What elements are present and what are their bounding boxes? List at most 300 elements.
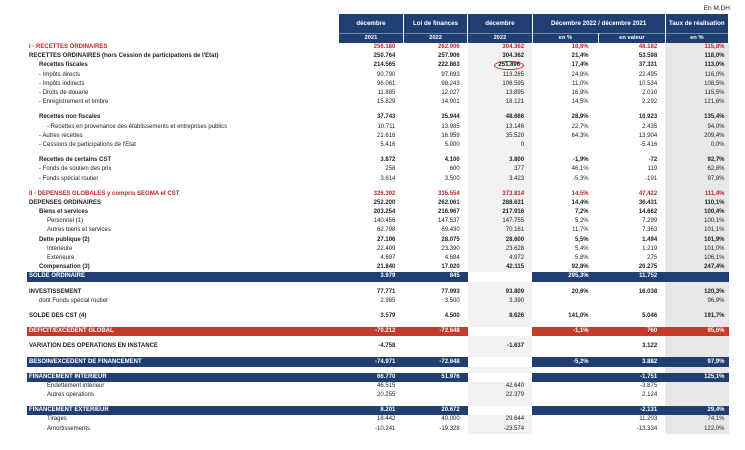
table-row	[27, 226, 729, 235]
cell-col5: 48.182	[638, 44, 658, 51]
cell-col6: 121,6%	[665, 98, 728, 107]
cell-col6: 29,4%	[665, 406, 728, 415]
cell-col6: 111,4%	[665, 190, 728, 199]
cell-col1: 62.798	[377, 227, 396, 234]
cell-col6: 191,7%	[665, 312, 728, 321]
cell-col1: 96.061	[377, 80, 396, 87]
cell-col3: 29.644	[468, 415, 532, 424]
cell-col1: 258	[385, 166, 396, 173]
cell-col2: 23.390	[441, 245, 460, 252]
cell-col6: 74,1%	[665, 415, 728, 424]
cell-col2: 4.100	[444, 157, 460, 164]
row-label: dont Fonds spécial routier	[39, 297, 109, 304]
cell-col4: 24,8%	[571, 71, 589, 78]
cell-col1: -70.212	[339, 327, 403, 336]
cell-col3	[468, 61, 532, 70]
table-row	[27, 61, 729, 70]
cell-col5: -1.751	[599, 373, 666, 382]
budget-execution-table	[27, 14, 729, 434]
cell-col5: 5.046	[642, 312, 658, 319]
cell-col5: 1.219	[642, 245, 658, 252]
row-label: - Fonds spécial routier	[39, 175, 99, 182]
cell-col3: -1.637	[468, 342, 532, 351]
cell-col6: 116,0%	[665, 71, 728, 80]
row-label: FINANCEMENT EXTERIEUR	[27, 406, 339, 415]
cell-col3: -23.574	[468, 425, 532, 434]
header-blank	[27, 14, 339, 33]
table-row	[27, 236, 729, 245]
cell-col3: 70.161	[468, 226, 532, 235]
cell-col4	[532, 297, 599, 306]
cell-col2: 40.000	[441, 416, 460, 423]
cell-col1: 214.565	[373, 62, 396, 69]
table-row	[27, 382, 729, 391]
cell-col5: -5.416	[640, 141, 658, 148]
cell-col3: 48.666	[468, 113, 532, 122]
header-row-2	[27, 33, 729, 43]
cell-col1: 203.254	[373, 209, 396, 216]
row-label: Dette publique (2)	[39, 236, 90, 243]
cell-col4: -5,2%	[532, 357, 599, 366]
table-row	[27, 272, 729, 281]
cell-col3: 6.070	[509, 407, 525, 414]
header-col1: décembre	[339, 14, 403, 33]
cell-col4	[532, 373, 599, 382]
cell-col1: 250.764	[373, 53, 396, 60]
cell-col4	[532, 141, 599, 150]
cell-col6: 101,1%	[665, 226, 728, 235]
cell-col2: 77.993	[441, 288, 460, 295]
cell-col5	[599, 297, 666, 306]
row-label: Autres biens et services	[47, 227, 111, 234]
cell-col4: -1,1%	[532, 327, 599, 336]
cell-col5: 13.904	[638, 132, 658, 139]
cell-col4	[532, 382, 599, 391]
cell-col6: 113,0%	[665, 61, 728, 70]
cell-col3: 304.362	[468, 52, 532, 61]
cell-col5: 11.752	[599, 272, 666, 281]
cell-col6: 135,4%	[665, 113, 728, 122]
cell-col4: 92,8%	[571, 264, 589, 271]
header-tpct: en %	[665, 33, 728, 43]
cell-col4	[532, 342, 599, 351]
table-row	[27, 43, 729, 52]
cell-col2: -19.328	[439, 425, 460, 432]
cell-col6: 0,0%	[665, 141, 728, 150]
header-val: en valeur	[599, 33, 666, 43]
cell-col4: 11,7%	[572, 227, 589, 234]
cell-col5: 36.431	[638, 199, 658, 206]
cell-col2: 147.537	[438, 218, 460, 225]
cell-col6: 92,7%	[665, 156, 728, 165]
cell-col5: 10.923	[638, 114, 658, 121]
table-row	[27, 342, 729, 351]
cell-col4: 21,4%	[571, 53, 589, 60]
cell-col3: 0	[468, 141, 532, 150]
header-year2: 2022	[403, 33, 467, 43]
cell-col1: 140.456	[373, 218, 396, 225]
cell-col1: -4.758	[378, 343, 396, 350]
table-row	[27, 199, 729, 208]
cell-col3: 42.115	[468, 263, 532, 272]
cell-col1: 21.840	[377, 264, 396, 271]
cell-col4: 64,3%	[571, 132, 589, 139]
cell-col3: 22.379	[468, 391, 532, 400]
cell-col5: 22.495	[638, 71, 658, 78]
cell-col1: 77.771	[377, 288, 396, 295]
cell-col6: 118,0%	[665, 52, 728, 61]
row-label: - Fonds de soutien des prix	[39, 166, 112, 173]
cell-col2: 69.430	[441, 227, 460, 234]
cell-col2: 3.500	[444, 297, 460, 304]
cell-col1: 3.872	[380, 157, 396, 164]
header-year3: 2022	[468, 33, 532, 43]
table-row	[27, 165, 729, 174]
header-col3: décembre	[468, 14, 532, 33]
cell-col4: 14,4%	[571, 199, 589, 206]
cell-col5: -191	[645, 175, 658, 182]
cell-col1: 2.985	[380, 297, 396, 304]
row-label: Endettement intérieur	[47, 382, 105, 389]
cell-col6	[665, 391, 728, 400]
cell-col2: 28.075	[441, 236, 460, 243]
cell-col5: 3.122	[642, 343, 658, 350]
row-label: DEPENSES ORDINAIRES	[29, 199, 102, 206]
cell-col6: 122,0%	[665, 425, 728, 434]
cell-col6: 120,3%	[665, 288, 728, 297]
cell-col2: 20.672	[403, 406, 467, 415]
cell-col1: 21.616	[377, 132, 396, 139]
cell-col6: 96,9%	[665, 297, 728, 306]
cell-col6: 94,0%	[665, 123, 728, 132]
cell-col4: 5,2%	[574, 218, 589, 225]
table-row	[27, 174, 729, 183]
header-row-1	[27, 14, 729, 33]
cell-col3: 18.121	[468, 98, 532, 107]
cell-col5: -3.875	[640, 382, 658, 389]
cell-col6	[665, 272, 728, 281]
cell-col1: 10.711	[377, 123, 396, 130]
cell-col2: 51.976	[403, 373, 467, 382]
cell-col1: 8.201	[339, 406, 403, 415]
cell-col1: 37.743	[377, 114, 396, 121]
cell-col4	[532, 415, 599, 424]
table-row	[27, 406, 729, 415]
cell-col1: 5.416	[380, 141, 396, 148]
table-row	[27, 263, 729, 272]
table-row	[27, 123, 729, 132]
table-row	[27, 327, 729, 336]
cell-col6	[665, 382, 728, 391]
cell-col4: 18,8%	[571, 44, 589, 51]
cell-col3: 93.809	[468, 288, 532, 297]
cell-col5: 119	[647, 166, 658, 173]
table-row	[27, 297, 729, 306]
cell-col6: 209,4%	[665, 132, 728, 141]
cell-col4: 20,6%	[571, 288, 589, 295]
cell-col4: 17,4%	[571, 62, 589, 69]
row-label: Tirages	[47, 416, 67, 423]
cell-col5: 275	[647, 255, 658, 262]
cell-col5: 53.598	[638, 53, 658, 60]
cell-col3: 42.640	[468, 382, 532, 391]
cell-col6: 100,4%	[665, 208, 728, 217]
table-row	[27, 113, 729, 122]
cell-col6: 101,9%	[665, 236, 728, 245]
cell-col5: 16.038	[638, 288, 658, 295]
cell-col1: 11.885	[377, 90, 396, 97]
unit-label: En M.DH	[703, 5, 730, 12]
cell-col2: 35.944	[441, 114, 460, 121]
cell-col1: 3.614	[380, 175, 396, 182]
cell-col3: 3.423	[468, 174, 532, 183]
cell-col3: 147.755	[468, 217, 532, 226]
cell-col2: 97.693	[441, 71, 460, 78]
row-label: - Cessions de participations de l'Etat	[39, 141, 136, 148]
cell-col2: -72.648	[403, 327, 467, 336]
cell-col4: -1,9%	[572, 157, 589, 164]
row-label: - Impôts directs	[39, 71, 81, 78]
cell-col2: 262.061	[438, 199, 460, 206]
cell-col1: 252.200	[373, 199, 396, 206]
cell-col6: 115,5%	[665, 89, 728, 98]
cell-col4	[532, 406, 599, 415]
cell-col4: 28,9%	[571, 114, 589, 121]
row-label: Recettes fiscales	[39, 62, 88, 69]
cell-col4: -5,3%	[572, 175, 589, 182]
cell-col1: -74.971	[339, 357, 403, 366]
cell-col2: 845	[403, 272, 467, 281]
header-col2: Loi de finances	[403, 14, 467, 33]
cell-col3: 13.146	[468, 123, 532, 132]
cell-col1: 15.829	[377, 99, 396, 106]
table-row	[27, 141, 729, 150]
table-row	[27, 391, 729, 400]
cell-col2: 98.243	[441, 80, 460, 87]
cell-col3: 3.800	[468, 156, 532, 165]
cell-col5: 10.534	[638, 80, 658, 87]
row-label: I - RECETTES ORDINAIRES	[29, 44, 108, 51]
cell-col2	[403, 342, 467, 351]
cell-col6: 97,9%	[665, 357, 728, 366]
cell-col5: 7.299	[642, 218, 658, 225]
cell-col5: 2.010	[642, 90, 658, 97]
cell-col2: 3.500	[444, 175, 460, 182]
cell-col4: 295,3%	[532, 272, 599, 281]
row-label: Compensation (3)	[39, 264, 90, 271]
cell-col6: 97,8%	[665, 174, 728, 183]
cell-col1: 256.180	[373, 44, 396, 51]
cell-col5: -2.131	[599, 406, 666, 415]
row-label: II - DEPENSES GLOBALES y compris SEGMA et CST	[29, 190, 180, 197]
cell-col2: 16.959	[441, 132, 460, 139]
cell-col2: -72.648	[403, 357, 467, 366]
cell-col3: -69.452	[503, 328, 525, 335]
table-row	[27, 71, 729, 80]
cell-col4: 141,0%	[568, 312, 589, 319]
cell-col5: -72	[648, 157, 658, 164]
table-row	[27, 217, 729, 226]
row-label: SOLDE ORDINAIRE	[27, 272, 339, 281]
table-row	[27, 373, 729, 382]
row-label: - Droits de douane	[39, 90, 89, 97]
cell-col4	[532, 391, 599, 400]
cell-col5: 2.292	[642, 99, 658, 106]
row-label: SOLDE DES CST (4)	[29, 312, 87, 319]
cell-col3: 3.390	[468, 297, 532, 306]
cell-col1: 66.770	[339, 373, 403, 382]
row-label: Biens et services	[39, 209, 89, 216]
cell-col4: 5,5%	[574, 236, 589, 243]
row-label: - Autres recettes	[39, 132, 83, 139]
cell-col6: 110,1%	[665, 199, 728, 208]
cell-col3: 113.285	[468, 71, 532, 80]
cell-col6: 125,1%	[665, 373, 728, 382]
cell-col2: 335.554	[438, 190, 460, 197]
row-label: BESOIN/EXCEDENT DE FINANCEMENT	[27, 357, 339, 366]
cell-col5: 20.275	[638, 264, 658, 271]
table-row	[27, 98, 729, 107]
cell-col2: 600	[449, 166, 460, 173]
header-blank-2	[27, 33, 339, 43]
cell-col6: 95,6%	[665, 327, 728, 336]
cell-col2: 14.901	[441, 99, 460, 106]
cell-col4: 22,7%	[571, 123, 589, 130]
table-row	[27, 132, 729, 141]
cell-col6: 247,4%	[665, 263, 728, 272]
cell-col3: -71.088	[503, 358, 525, 365]
cell-col2	[403, 382, 467, 391]
table-row	[27, 208, 729, 217]
table-row	[27, 425, 729, 434]
row-label: Intérieure	[47, 245, 73, 252]
cell-col5: -13.334	[636, 425, 658, 432]
cell-col1: 90.790	[377, 71, 396, 78]
table-row	[27, 357, 729, 366]
cell-col1: 4.697	[380, 255, 396, 262]
cell-col2: 262.906	[438, 44, 460, 51]
cell-col5: 11.203	[639, 416, 658, 423]
row-label: Recettes non fiscales	[39, 114, 101, 121]
cell-col2: 222.863	[438, 62, 460, 69]
cell-col5: 3.882	[599, 357, 666, 366]
cell-col5: 37.331	[638, 62, 658, 69]
table-row	[27, 89, 729, 98]
cell-col3: 288.631	[468, 199, 532, 208]
cell-col3: 35.520	[468, 132, 532, 141]
cell-col1: 22.409	[377, 245, 396, 252]
cell-col5: 47.422	[638, 190, 658, 197]
row-label: Amortissements	[47, 425, 91, 432]
row-label: Extérieure	[47, 255, 75, 262]
cell-col5: 760	[599, 327, 666, 336]
table-row	[27, 52, 729, 61]
highlight-circle: 251.896	[494, 61, 524, 70]
cell-col3: 8.626	[468, 312, 532, 321]
cell-col3: 13.895	[468, 89, 532, 98]
row-label: - Impôts indirects	[39, 80, 85, 87]
table-row	[27, 288, 729, 297]
cell-col2: 12.027	[441, 90, 460, 97]
cell-col6: 108,5%	[665, 80, 728, 89]
table-row	[27, 190, 729, 199]
cell-col3: 217.916	[468, 208, 532, 217]
row-label: - Recettes en provenance des établissements et entreprises publics	[47, 123, 228, 130]
table-row	[27, 156, 729, 165]
cell-col3: 373.814	[468, 190, 532, 199]
header-variation: Décembre 2022 / décembre 2021	[532, 14, 665, 33]
cell-col2: 216.967	[438, 209, 460, 216]
cell-col4: 11,0%	[572, 80, 589, 87]
cell-col4: 5,8%	[574, 255, 589, 262]
cell-col4: 5,4%	[574, 245, 589, 252]
table-row	[27, 312, 729, 321]
table-row	[27, 254, 729, 263]
cell-col6	[665, 342, 728, 351]
cell-col6: 101,0%	[665, 245, 728, 254]
table-body	[27, 43, 729, 434]
cell-col3: 4.972	[468, 254, 532, 263]
cell-col5: 7.363	[642, 227, 658, 234]
cell-col5: 1.494	[642, 236, 658, 243]
cell-col4	[532, 425, 599, 434]
cell-col5: 14.662	[638, 209, 658, 216]
cell-col2: 257.906	[438, 53, 460, 60]
row-label: VARIATION DES OPERATIONS EN INSTANCE	[29, 343, 158, 350]
cell-col2: 4.684	[444, 255, 460, 262]
header-pct: en %	[532, 33, 599, 43]
cell-col2: 5.000	[444, 141, 460, 148]
row-label: INVESTISSEMENT	[29, 288, 82, 295]
cell-col3: 65.019	[505, 373, 525, 380]
cell-col5: 2.435	[642, 123, 658, 130]
row-label: Personnel (1)	[47, 218, 84, 225]
cell-col6: 115,8%	[665, 43, 728, 52]
cell-col4: 46,1%	[571, 166, 589, 173]
cell-col4: 16,9%	[571, 90, 589, 97]
cell-col1: 20.255	[377, 392, 396, 399]
cell-col4: 14,5%	[571, 190, 589, 197]
cell-col3: 15.731	[505, 273, 525, 280]
row-label: - Enregistrement et timbre	[39, 99, 109, 106]
cell-col5: 2.124	[642, 392, 658, 399]
row-label: RECETTES ORDINAIRES (hors Cession de participations de l'Etat)	[29, 53, 219, 60]
header-taux: Taux de réalisation	[665, 14, 728, 33]
cell-col2: 4.500	[444, 312, 460, 319]
header-year1: 2021	[339, 33, 403, 43]
cell-col2: 17.020	[441, 264, 460, 271]
cell-col1: -10.241	[375, 425, 396, 432]
cell-col3: 106.595	[468, 80, 532, 89]
row-label: FINANCEMENT INTERIEUR	[27, 373, 339, 382]
cell-col3: 304.362	[468, 43, 532, 52]
cell-col3: 23.628	[468, 245, 532, 254]
table-row	[27, 415, 729, 424]
cell-col1: 3.579	[380, 312, 396, 319]
table-row	[27, 80, 729, 89]
cell-col1: 326.392	[373, 190, 396, 197]
cell-col2: 13.985	[441, 123, 460, 130]
cell-col1: 18.442	[377, 416, 396, 423]
row-label: Recettes de certains CST	[39, 157, 112, 164]
cell-col1: 3.979	[339, 272, 403, 281]
cell-col6: 106,1%	[665, 254, 728, 263]
row-label: DEFICIT/EXCEDENT GLOBAL	[27, 327, 339, 336]
cell-col4: 7,2%	[574, 209, 589, 216]
cell-col6: 62,8%	[665, 165, 728, 174]
cell-col6: 100,1%	[665, 217, 728, 226]
table-row	[27, 245, 729, 254]
